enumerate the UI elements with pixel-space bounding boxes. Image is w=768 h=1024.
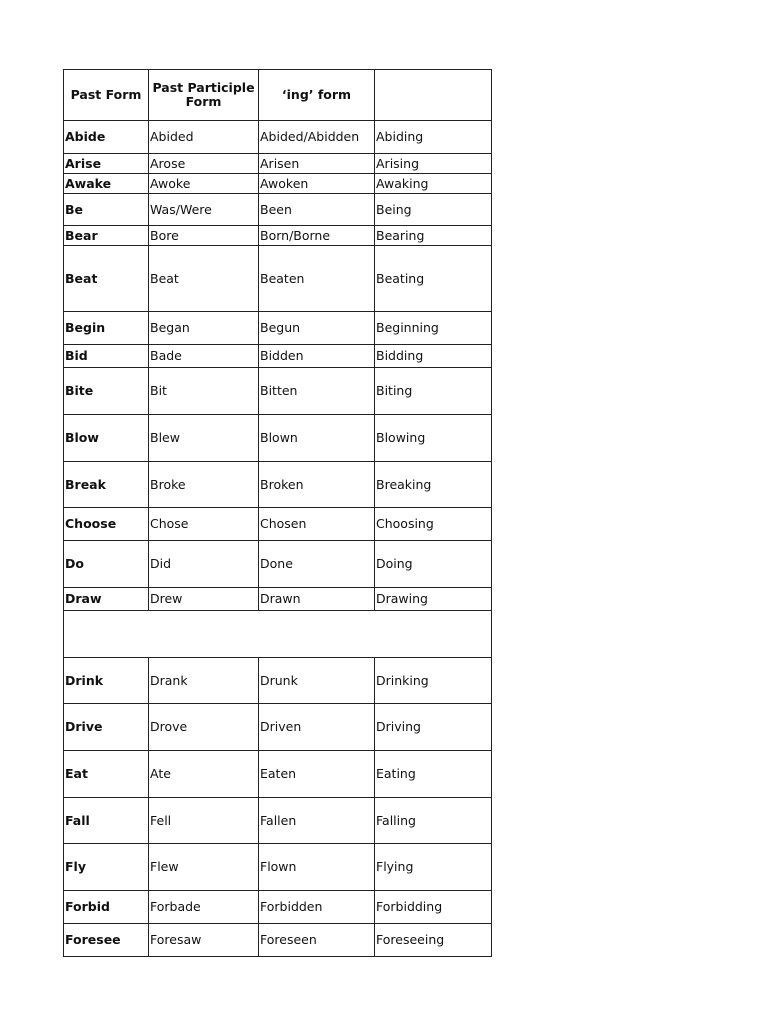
ing-form-cell: Abiding xyxy=(375,121,492,154)
base-form-cell: Abide xyxy=(64,121,149,154)
past-form-cell: Drove xyxy=(149,704,259,751)
header-empty xyxy=(375,70,492,121)
base-form-cell: Begin xyxy=(64,312,149,345)
header-ing-form: ‘ing’ form xyxy=(259,70,375,121)
past-participle-cell: Forbidden xyxy=(259,891,375,924)
ing-form-cell: Bidding xyxy=(375,345,492,368)
table-row xyxy=(64,658,492,704)
past-participle-cell: Bidden xyxy=(259,345,375,368)
past-form-cell: Foresaw xyxy=(149,924,259,957)
table-row xyxy=(64,751,492,798)
ing-form-cell: Awaking xyxy=(375,174,492,194)
past-form-cell: Flew xyxy=(149,844,259,891)
past-participle-cell: Broken xyxy=(259,462,375,508)
table-row xyxy=(64,226,492,246)
table-row xyxy=(64,924,492,957)
past-participle-cell: Awoken xyxy=(259,174,375,194)
base-form-cell: Fly xyxy=(64,844,149,891)
past-participle-cell: Blown xyxy=(259,415,375,462)
verb-table-body xyxy=(64,121,492,957)
past-form-cell: Abided xyxy=(149,121,259,154)
past-form-cell: Broke xyxy=(149,462,259,508)
table-row xyxy=(64,415,492,462)
past-participle-cell: Driven xyxy=(259,704,375,751)
table-row xyxy=(64,345,492,368)
base-form-cell: Be xyxy=(64,194,149,226)
ing-form-cell: Driving xyxy=(375,704,492,751)
past-participle-cell: Been xyxy=(259,194,375,226)
past-participle-cell: Chosen xyxy=(259,508,375,541)
past-form-cell: Bit xyxy=(149,368,259,415)
past-form-cell: Arose xyxy=(149,154,259,174)
past-form-cell: Drew xyxy=(149,588,259,611)
past-form-cell: Fell xyxy=(149,798,259,844)
past-form-cell: Was/Were xyxy=(149,194,259,226)
past-form-cell: Ate xyxy=(149,751,259,798)
table-row xyxy=(64,194,492,226)
past-form-cell: Bade xyxy=(149,345,259,368)
verb-forms-table xyxy=(63,69,492,957)
ing-form-cell: Blowing xyxy=(375,415,492,462)
past-participle-cell: Flown xyxy=(259,844,375,891)
table-row xyxy=(64,246,492,312)
base-form-cell: Foresee xyxy=(64,924,149,957)
table-row xyxy=(64,508,492,541)
past-participle-cell: Arisen xyxy=(259,154,375,174)
header-past-participle-form: Past Participle Form xyxy=(149,70,259,121)
past-participle-cell: Begun xyxy=(259,312,375,345)
past-participle-cell: Drunk xyxy=(259,658,375,704)
table-row xyxy=(64,588,492,611)
past-form-cell: Forbade xyxy=(149,891,259,924)
ing-form-cell: Falling xyxy=(375,798,492,844)
past-form-cell: Bore xyxy=(149,226,259,246)
past-participle-cell: Done xyxy=(259,541,375,588)
table-row xyxy=(64,462,492,508)
ing-form-cell: Bearing xyxy=(375,226,492,246)
past-form-cell: Did xyxy=(149,541,259,588)
base-form-cell: Drink xyxy=(64,658,149,704)
table-row xyxy=(64,891,492,924)
past-participle-cell: Fallen xyxy=(259,798,375,844)
base-form-cell: Drive xyxy=(64,704,149,751)
blank-row xyxy=(64,611,492,658)
ing-form-cell: Breaking xyxy=(375,462,492,508)
base-form-cell: Blow xyxy=(64,415,149,462)
ing-form-cell: Doing xyxy=(375,541,492,588)
past-participle-cell: Abided/Abidden xyxy=(259,121,375,154)
base-form-cell: Bear xyxy=(64,226,149,246)
base-form-cell: Awake xyxy=(64,174,149,194)
header-row xyxy=(64,70,492,121)
past-form-cell: Blew xyxy=(149,415,259,462)
base-form-cell: Choose xyxy=(64,508,149,541)
ing-form-cell: Beginning xyxy=(375,312,492,345)
table-row xyxy=(64,704,492,751)
ing-form-cell: Drawing xyxy=(375,588,492,611)
past-form-cell: Drank xyxy=(149,658,259,704)
past-participle-cell: Drawn xyxy=(259,588,375,611)
past-form-cell: Beat xyxy=(149,246,259,312)
ing-form-cell: Forbidding xyxy=(375,891,492,924)
ing-form-cell: Being xyxy=(375,194,492,226)
ing-form-cell: Drinking xyxy=(375,658,492,704)
base-form-cell: Break xyxy=(64,462,149,508)
past-participle-cell: Beaten xyxy=(259,246,375,312)
past-form-cell: Awoke xyxy=(149,174,259,194)
past-participle-cell: Born/Borne xyxy=(259,226,375,246)
base-form-cell: Forbid xyxy=(64,891,149,924)
base-form-cell: Draw xyxy=(64,588,149,611)
base-form-cell: Do xyxy=(64,541,149,588)
table-row xyxy=(64,312,492,345)
past-participle-cell: Bitten xyxy=(259,368,375,415)
past-form-cell: Chose xyxy=(149,508,259,541)
header-past-form: Past Form xyxy=(64,70,149,121)
past-participle-cell: Eaten xyxy=(259,751,375,798)
ing-form-cell: Eating xyxy=(375,751,492,798)
table-row xyxy=(64,541,492,588)
table-row xyxy=(64,174,492,194)
base-form-cell: Beat xyxy=(64,246,149,312)
blank-cell xyxy=(64,611,492,658)
ing-form-cell: Beating xyxy=(375,246,492,312)
table-row xyxy=(64,121,492,154)
base-form-cell: Eat xyxy=(64,751,149,798)
past-participle-cell: Foreseen xyxy=(259,924,375,957)
table-row xyxy=(64,844,492,891)
ing-form-cell: Choosing xyxy=(375,508,492,541)
table-row xyxy=(64,368,492,415)
past-form-cell: Began xyxy=(149,312,259,345)
ing-form-cell: Foreseeing xyxy=(375,924,492,957)
base-form-cell: Bid xyxy=(64,345,149,368)
ing-form-cell: Arising xyxy=(375,154,492,174)
ing-form-cell: Flying xyxy=(375,844,492,891)
base-form-cell: Fall xyxy=(64,798,149,844)
base-form-cell: Bite xyxy=(64,368,149,415)
ing-form-cell: Biting xyxy=(375,368,492,415)
table-row xyxy=(64,798,492,844)
table-row xyxy=(64,154,492,174)
base-form-cell: Arise xyxy=(64,154,149,174)
